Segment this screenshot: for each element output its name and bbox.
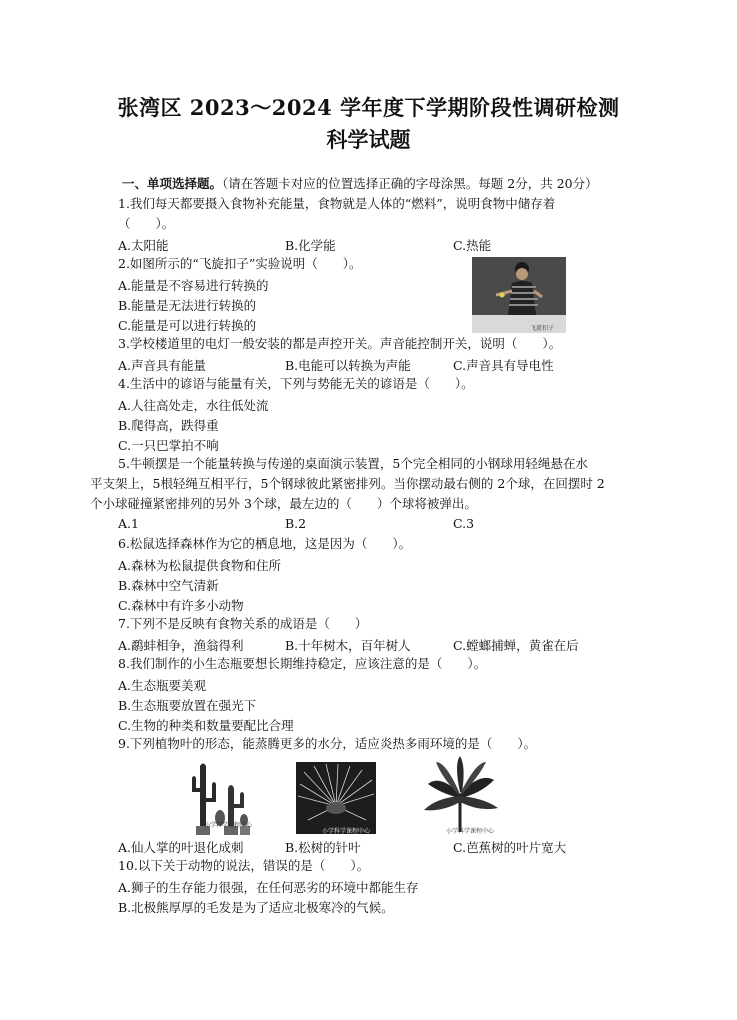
exam-subtitle: 科学试题 (326, 127, 411, 152)
q4-option-c: C.一只巴掌拍不响 (118, 438, 219, 453)
q1-stem-cont: （ ）。 (118, 216, 175, 231)
q3-option-c: C.声音具有导电性 (453, 358, 554, 373)
banana-tree-illustration (420, 754, 502, 836)
q6-option-b: B.森林中空气清新 (118, 578, 219, 593)
banana-tree-picture (420, 754, 502, 836)
q1-option-c: C.热能 (453, 238, 492, 253)
section-heading (122, 176, 598, 192)
q5-stem-cont1: 平支架上，5根轻绳互相平行，5个钢球彼此紧密排列。当你摆动最右侧的 2个球，在回摆时 2 (90, 476, 605, 491)
q5-stem: 5.牛顿摆是一个能量转换与传递的桌面演示装置，5个完全相同的小钢球用轻绳悬在水 (118, 456, 588, 471)
q2-stem: 2.如图所示的“飞旋扣子”实验说明（ ）。 (118, 256, 362, 271)
q5-option-b: B.2 (285, 516, 307, 531)
q9-stem: 9.下列植物叶的形态，能蒸腾更多的水分，适应炎热多雨环境的是（ ）。 (118, 736, 537, 751)
q8-option-c: C.生物的种类和数量要配比合理 (118, 718, 294, 733)
q1-option-a: A.太阳能 (118, 238, 169, 253)
q8-option-b: B.生态瓶要放置在强光下 (118, 698, 257, 713)
q4-stem: 4.生活中的谚语与能量有关，下列与势能无关的谚语是（ ）。 (118, 376, 474, 391)
q7-option-c: C.螳螂捕蝉，黄雀在后 (453, 638, 579, 653)
q4-option-b: B.爬得高，跌得重 (118, 418, 219, 433)
q5-option-a: A.1 (118, 516, 139, 531)
q8-option-a: A.生态瓶要美观 (118, 678, 207, 693)
q9-option-c: C.芭蕉树的叶片宽大 (453, 840, 567, 855)
q6-stem: 6.松鼠选择森林作为它的栖息地，这是因为（ ）。 (118, 536, 412, 551)
q1-stem: 1.我们每天都要摄入食物补充能量，食物就是人体的“燃料”，说明食物中储存着 (118, 196, 556, 211)
q6-option-c: C.森林中有许多小动物 (118, 598, 244, 613)
q10-stem: 10.以下关于动物的说法，错误的是（ ）。 (118, 858, 370, 873)
q9-option-b: B.松树的针叶 (285, 840, 361, 855)
q2-option-b: B.能量是无法进行转换的 (118, 298, 257, 313)
q7-option-a: A.鹬蚌相争，渔翁得利 (118, 638, 244, 653)
watermark-3: 小学科学课程中心 (446, 828, 495, 835)
section-title: 一、单项选择题。 (122, 176, 223, 191)
child-with-button-illustration (472, 257, 566, 333)
q8-stem: 8.我们制作的小生态瓶要想长期维持稳定，应该注意的是（ ）。 (118, 656, 487, 671)
watermark-2: 小学科学课程中心 (322, 828, 371, 834)
q3-option-b: B.电能可以转换为声能 (285, 358, 411, 373)
q1-option-b: B.化学能 (285, 238, 336, 253)
q7-option-b: B.十年树木，百年树人 (285, 638, 411, 653)
pine-needle-picture (296, 762, 376, 834)
exam-title: 张湾区 2023～2024 学年度下学期阶段性调研检测 (117, 95, 620, 120)
q10-option-b: B.北极熊厚厚的毛发是为了适应北极寒冷的气候。 (118, 900, 394, 915)
q5-option-c: C.3 (453, 516, 475, 531)
q3-option-a: A.声音具有能量 (118, 358, 207, 373)
q9-option-a: A.仙人掌的叶退化成刺 (118, 840, 244, 855)
q6-option-a: A.森林为松鼠提供食物和住所 (118, 558, 282, 573)
watermark-1: 小学科学课程中心 (204, 822, 253, 829)
cactus-picture (182, 758, 264, 836)
q2-option-a: A.能量是不容易进行转换的 (118, 278, 269, 293)
q4-option-a: A.人往高处走，水往低处流 (118, 398, 269, 413)
q7-stem: 7.下列不是反映有食物关系的成语是（ ） (118, 616, 368, 631)
photo-caption: 飞旋扣子 (530, 325, 555, 332)
spinning-button-photo (472, 257, 566, 333)
q5-stem-cont2: 个小球碰撞紧密排列的另外 3个球，最左边的（ ）个球将被弹出。 (90, 496, 477, 511)
q3-stem: 3.学校楼道里的电灯一般安装的都是声控开关。声音能控制开关，说明（ ）。 (118, 336, 562, 351)
pine-needles-illustration (296, 762, 376, 834)
q2-option-c: C.能量是可以进行转换的 (118, 318, 257, 333)
q10-option-a: A.狮子的生存能力很强，在任何恶劣的环境中都能生存 (118, 880, 419, 895)
section-instruction: （请在答题卡对应的位置选择正确的字母涂黑。每题 2分，共 20分） (222, 176, 598, 191)
